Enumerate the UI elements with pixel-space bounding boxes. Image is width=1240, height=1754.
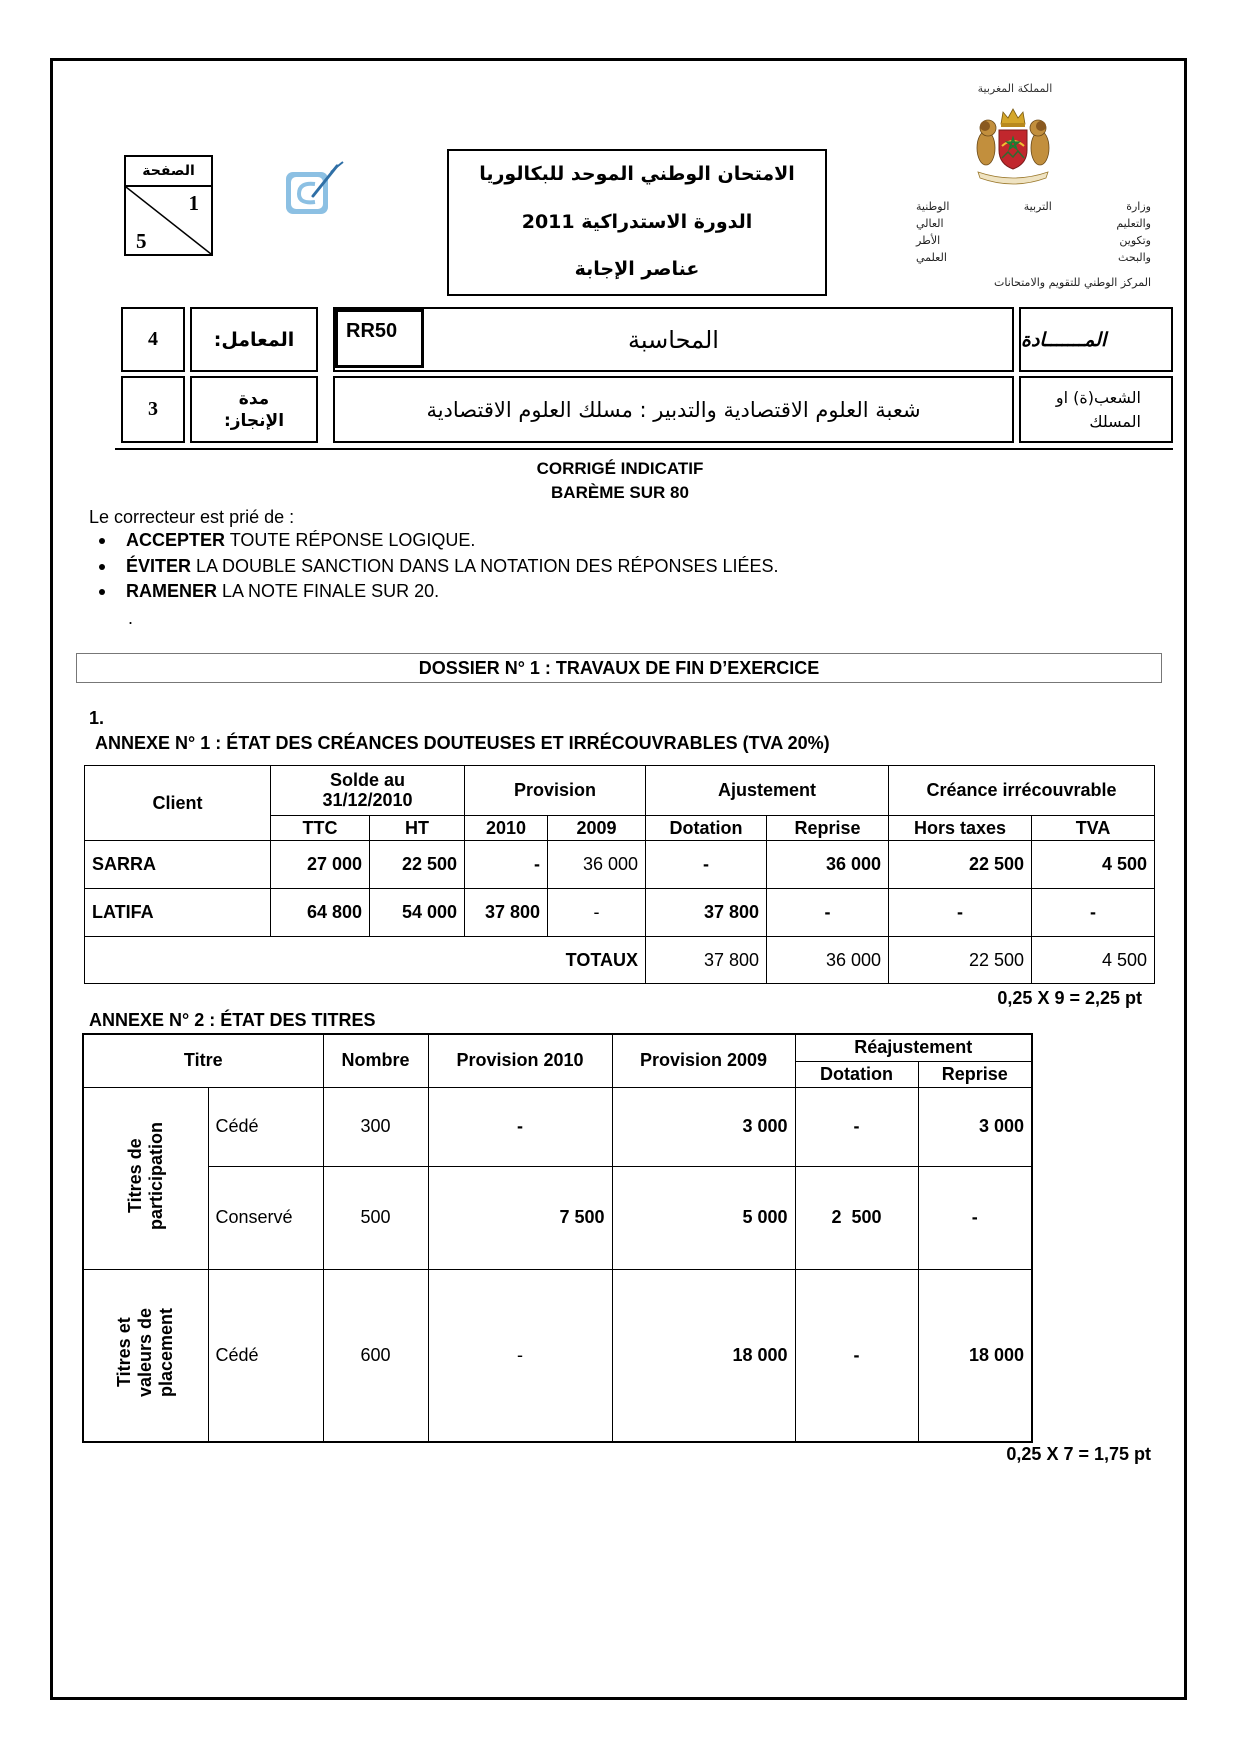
subject-box: [333, 307, 1014, 372]
duration-value-box: [121, 376, 185, 443]
exam-title: الامتحان الوطني الموحد للبكالوريا: [479, 163, 795, 185]
header-client: Client: [85, 766, 271, 841]
cell-nombre: 500: [323, 1166, 428, 1269]
cell-client: SARRA: [85, 841, 271, 889]
ministry-name: [916, 198, 1151, 266]
coefficient-value-box: [121, 307, 185, 372]
exam-center-logo-icon: [285, 160, 345, 216]
cell-provision-2010: -: [428, 1087, 612, 1166]
header-ht: HT: [370, 816, 465, 841]
header-titre: Titre: [83, 1034, 323, 1087]
coefficient-label: المعامل:: [213, 328, 295, 351]
cell-titre: Cédé: [208, 1269, 323, 1442]
table-row: [83, 1269, 1032, 1442]
table-header-row: [85, 766, 1155, 816]
group-label: Titres et valeurs de placement: [114, 1308, 177, 1398]
instruction-text: LA NOTE FINALE SUR 20.: [222, 581, 440, 601]
table-row: [85, 841, 1155, 889]
header-reprise: Reprise: [918, 1061, 1032, 1087]
page-total: 5: [136, 229, 147, 253]
page-label: الصفحة: [124, 155, 213, 187]
cell-ttc: 64 800: [271, 889, 370, 937]
cell-hors-taxes: 22 500: [889, 841, 1032, 889]
grading-scale: BARÈME SUR 80: [551, 483, 689, 502]
coefficient-label-box: [190, 307, 318, 372]
header-reprise: Reprise: [767, 816, 889, 841]
header-tva: TVA: [1032, 816, 1155, 841]
header-ttc: TTC: [271, 816, 370, 841]
cell-nombre: 300: [323, 1087, 428, 1166]
instruction-item: [99, 528, 779, 554]
exam-title-box: [447, 149, 827, 296]
evaluation-center-name: المركز الوطني للتقويم والامتحانات: [994, 276, 1151, 289]
header-divider: [115, 448, 1173, 450]
duration-value: 3: [148, 398, 158, 420]
header-dotation: Dotation: [795, 1061, 918, 1087]
instruction-text: LA DOUBLE SANCTION DANS LA NOTATION DES RÉPONSES LIÉES.: [196, 555, 779, 576]
duration-label: مدة الإنجاز:: [223, 388, 285, 431]
instruction-item: [99, 579, 779, 605]
annexe1-scoring: 0,25 X 9 = 2,25 pt: [997, 988, 1142, 1008]
track-label-box: [1019, 376, 1173, 443]
cell-provision-2009: 36 000: [548, 841, 646, 889]
header-balance: [271, 766, 465, 816]
cell-tva: -: [1032, 889, 1155, 937]
cell-reprise: -: [918, 1166, 1032, 1269]
grader-instructions: [99, 528, 779, 605]
total-hors-taxes: 22 500: [889, 937, 1032, 984]
header-irrecoverable: Créance irrécouvrable: [889, 766, 1155, 816]
cell-dotation: 37 800: [646, 889, 767, 937]
totals-row: [85, 937, 1155, 984]
question-number: 1.: [89, 708, 105, 728]
table-row: [85, 889, 1155, 937]
header-provision: Provision: [465, 766, 646, 816]
cell-provision-2009: 3 000: [612, 1087, 795, 1166]
cell-ttc: 27 000: [271, 841, 370, 889]
instruction-item: [99, 554, 779, 580]
cell-dotation: -: [795, 1087, 918, 1166]
header-readjustment: Réajustement: [795, 1034, 1032, 1061]
header-balance-label: Solde au 31/12/2010: [322, 770, 413, 810]
annexe1-table: [84, 765, 1155, 984]
cell-provision-2010: -: [428, 1269, 612, 1442]
ministry-line: والتعليم العالي: [916, 217, 1151, 230]
cell-reprise: -: [767, 889, 889, 937]
cell-titre: Conservé: [208, 1166, 323, 1269]
header-provision-2010: Provision 2010: [428, 1034, 612, 1087]
trailing-mark: .: [128, 608, 134, 628]
totals-label: TOTAUX: [85, 937, 646, 984]
ministry-line: والبحث العلمي: [916, 251, 1151, 264]
table-header-row: [83, 1034, 1032, 1061]
cell-dotation: 2 500: [795, 1166, 918, 1269]
track-box: [333, 376, 1014, 443]
group-label: Titres de participation: [124, 1121, 166, 1230]
track-name: شعبة العلوم الاقتصادية والتدبير : مسلك العلوم الاقتصادية: [426, 397, 921, 422]
cell-ht: 54 000: [370, 889, 465, 937]
cell-nombre: 600: [323, 1269, 428, 1442]
kingdom-emblem-icon: [968, 104, 1058, 186]
subject-label-box: [1019, 307, 1173, 372]
annexe2-table: [82, 1033, 1033, 1443]
instruction-keyword: RAMENER: [126, 581, 218, 601]
subject-name: المحاسبة: [628, 325, 719, 354]
header-2009: 2009: [548, 816, 646, 841]
total-tva: 4 500: [1032, 937, 1155, 984]
document-type: عناصر الإجابة: [574, 258, 700, 281]
cell-tva: 4 500: [1032, 841, 1155, 889]
group-label-cell: [83, 1269, 208, 1442]
dossier-title: DOSSIER N° 1 : TRAVAUX DE FIN D’EXERCICE: [76, 653, 1162, 683]
total-reprise: 36 000: [767, 937, 889, 984]
cell-reprise: 3 000: [918, 1087, 1032, 1166]
cell-provision-2009: 5 000: [612, 1166, 795, 1269]
duration-label-box: [190, 376, 318, 443]
instruction-keyword: ÉVITER: [126, 555, 192, 576]
coefficient-value: 4: [148, 328, 158, 350]
kingdom-name: المملكة المغربية: [977, 82, 1053, 95]
page-counter: [124, 185, 213, 256]
track-label: الشعب(ة) او المسلك: [1055, 387, 1141, 431]
subject-label: المـــــــادة: [1021, 328, 1107, 351]
annexe1-title: ANNEXE N° 1 : ÉTAT DES CRÉANCES DOUTEUSES ET IRRÉCOUVRABLES (TVA 20%): [95, 733, 830, 753]
table-row: [83, 1166, 1032, 1269]
instruction-text: TOUTE RÉPONSE LOGIQUE.: [229, 530, 476, 550]
group-label-cell: [83, 1087, 208, 1269]
cell-dotation: -: [795, 1269, 918, 1442]
table-row: [83, 1087, 1032, 1166]
cell-provision-2009: -: [548, 889, 646, 937]
header-dotation: Dotation: [646, 816, 767, 841]
cell-reprise: 18 000: [918, 1269, 1032, 1442]
cell-reprise: 36 000: [767, 841, 889, 889]
total-dotation: 37 800: [646, 937, 767, 984]
grader-instructions-lead: Le correcteur est prié de :: [89, 507, 295, 527]
header-2010: 2010: [465, 816, 548, 841]
header-hors-taxes: Hors taxes: [889, 816, 1032, 841]
header-adjustment: Ajustement: [646, 766, 889, 816]
subject-code: RR50: [335, 309, 424, 368]
annexe2-scoring: 0,25 X 7 = 1,75 pt: [1006, 1444, 1151, 1464]
cell-titre: Cédé: [208, 1087, 323, 1166]
cell-dotation: -: [646, 841, 767, 889]
cell-provision-2010: 37 800: [465, 889, 548, 937]
instruction-keyword: ACCEPTER: [126, 530, 226, 550]
cell-provision-2010: -: [465, 841, 548, 889]
header-nombre: Nombre: [323, 1034, 428, 1087]
cell-hors-taxes: -: [889, 889, 1032, 937]
annexe2-title: ANNEXE N° 2 : ÉTAT DES TITRES: [89, 1010, 376, 1030]
ministry-line: وزارة التربية الوطنية: [916, 200, 1151, 213]
page-current: 1: [188, 191, 199, 215]
cell-ht: 22 500: [370, 841, 465, 889]
answer-key-title: CORRIGÉ INDICATIF: [536, 459, 704, 478]
ministry-line: وتكوين الأطر: [916, 234, 1151, 247]
cell-provision-2010: 7 500: [428, 1166, 612, 1269]
exam-session: الدورة الاستدراكية 2011: [521, 210, 753, 233]
cell-provision-2009: 18 000: [612, 1269, 795, 1442]
cell-client: LATIFA: [85, 889, 271, 937]
header-provision-2009: Provision 2009: [612, 1034, 795, 1087]
